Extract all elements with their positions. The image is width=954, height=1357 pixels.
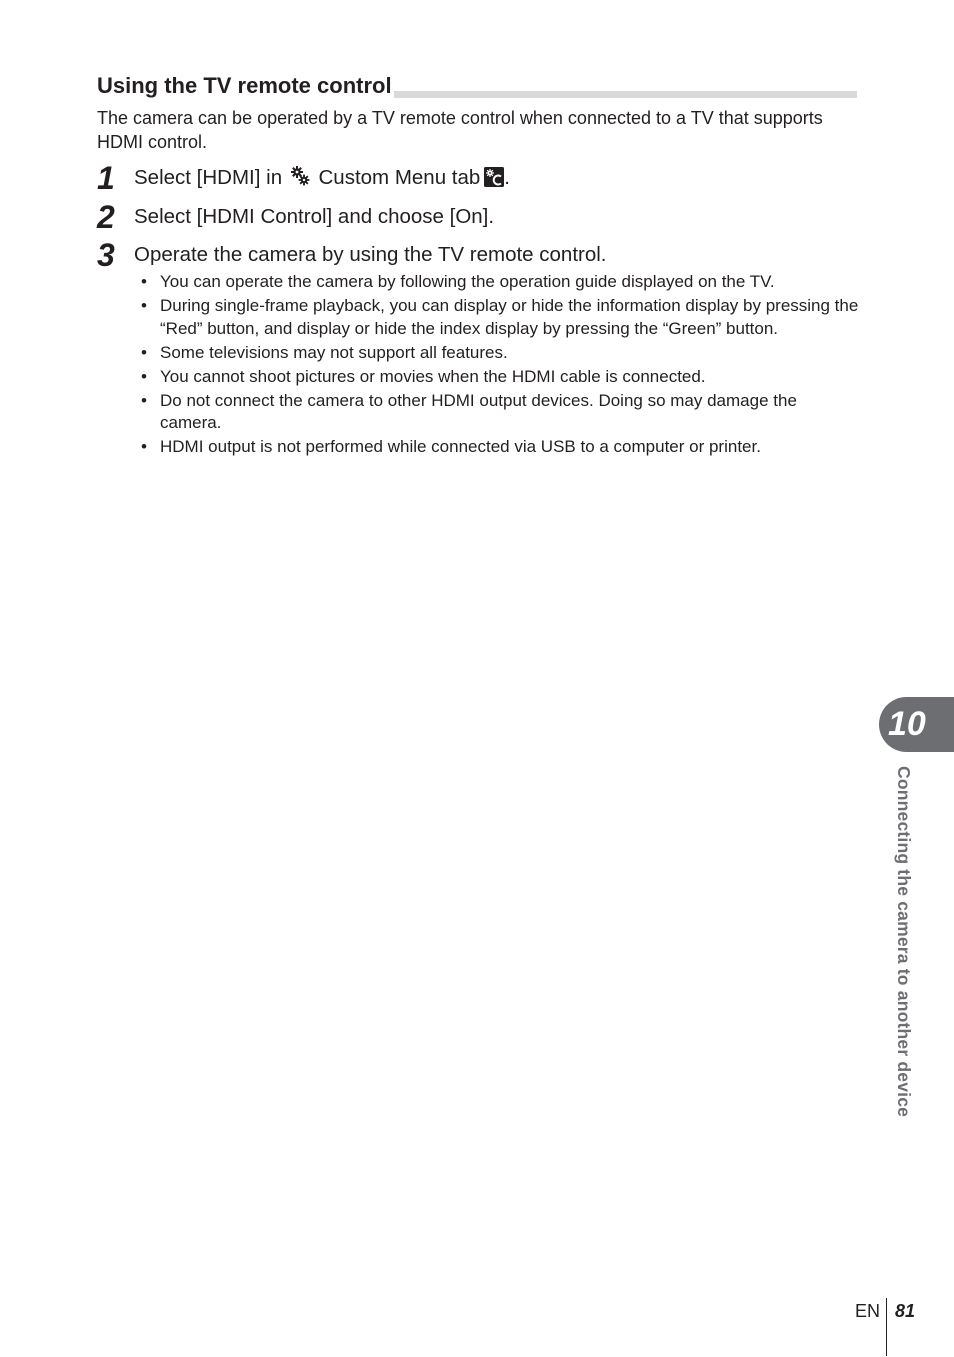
step-number: 2	[97, 199, 115, 235]
step-3	[97, 237, 867, 273]
note-item: • You cannot shoot pictures or movies when the HDMI cable is connected.	[140, 366, 860, 389]
step-text-middle: Custom Menu tab	[312, 166, 481, 189]
chapter-label: Connecting the camera to another device	[894, 766, 914, 1118]
intro-paragraph: The camera can be operated by a TV remote control when connected to a TV that supports HDMI control.	[97, 108, 823, 152]
section-title: Using the TV remote control	[97, 73, 392, 98]
page-number: 81	[895, 1301, 916, 1321]
step-text-before: Select [HDMI] in	[134, 166, 288, 189]
footer-language: EN	[855, 1301, 881, 1321]
step-number: 3	[97, 237, 115, 273]
notes-list	[140, 271, 860, 460]
footer-divider	[886, 1298, 887, 1356]
chapter-tab	[879, 697, 954, 752]
note-item: • You can operate the camera by following the operation guide displayed on the TV.	[140, 271, 860, 294]
section-heading	[97, 72, 857, 100]
custom-menu-tab-c-icon	[484, 167, 504, 195]
chapter-number: 10	[888, 705, 926, 743]
note-item: • Some televisions may not support all features.	[140, 342, 860, 365]
step-text: Select [HDMI Control] and choose [On].	[134, 205, 495, 228]
step-2	[97, 199, 867, 235]
step-number: 1	[97, 160, 115, 196]
step-text: Operate the camera by using the TV remote control.	[134, 243, 607, 266]
step-1	[97, 160, 867, 196]
note-item: • During single-frame playback, you can display or hide the information display by pressing the “Red” button, and display or hide the index display by pressing the “Green” button.	[140, 295, 860, 340]
step-text-after: .	[504, 166, 510, 189]
custom-menu-gears-icon	[290, 165, 310, 195]
note-item: • HDMI output is not performed while connected via USB to a computer or printer.	[140, 436, 860, 459]
step-text	[134, 164, 510, 195]
note-item: • Do not connect the camera to other HDMI output devices. Doing so may damage the camera.	[140, 390, 860, 435]
